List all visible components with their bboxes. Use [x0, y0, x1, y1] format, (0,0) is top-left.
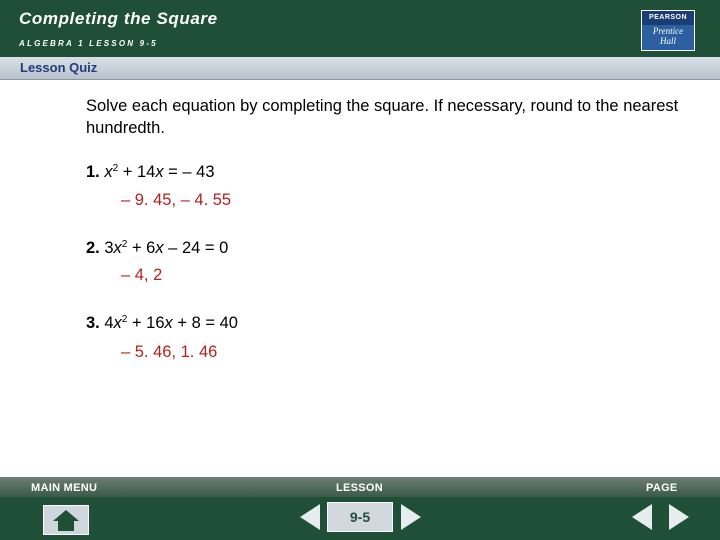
main-menu-label: MAIN MENU [31, 482, 98, 494]
term: – 24 = 0 [163, 239, 229, 257]
exponent: 2 [121, 314, 128, 325]
footer-nav [0, 477, 720, 540]
variable: x [155, 239, 164, 257]
coefficient: 4 [104, 314, 114, 332]
problem-number: 1. [86, 163, 100, 181]
lesson-quiz-label: Lesson Quiz [20, 60, 98, 75]
problem-1 [86, 163, 215, 182]
logo-top-text: PEARSON [642, 11, 694, 25]
next-lesson-button[interactable] [401, 504, 421, 530]
term: = – 43 [163, 163, 215, 181]
variable: x [113, 239, 122, 257]
header-bar [0, 0, 720, 57]
instructions: Solve each equation by completing the square. If necessary, round to the nearest hundredth. [86, 97, 679, 137]
problem-number: 2. [86, 239, 100, 257]
problem-3 [86, 314, 238, 333]
variable: x [113, 314, 122, 332]
home-icon [44, 506, 88, 534]
previous-page-button[interactable] [632, 504, 652, 530]
answer-1: – 9. 45, – 4. 55 [121, 191, 232, 209]
problem-2 [86, 239, 228, 258]
answer-3: – 5. 46, 1. 46 [121, 343, 218, 361]
previous-lesson-button[interactable] [300, 504, 320, 530]
variable: x [155, 163, 164, 181]
exponent: 2 [121, 239, 128, 250]
next-page-button[interactable] [669, 504, 689, 530]
main-menu-home-button[interactable] [43, 505, 89, 535]
term: + 14 [118, 163, 156, 181]
term: + 6 [127, 239, 156, 257]
lesson-quiz-bar [0, 57, 720, 80]
variable: x [164, 314, 173, 332]
coefficient: 3 [104, 239, 114, 257]
variable: x [104, 163, 113, 181]
lesson-subtitle: ALGEBRA 1 LESSON 9-5 [19, 39, 158, 48]
problem-number: 3. [86, 314, 100, 332]
exponent: 2 [112, 163, 119, 174]
lesson-label: LESSON [336, 482, 384, 494]
page-label: PAGE [646, 482, 678, 494]
term: + 8 = 40 [172, 314, 238, 332]
logo-line-2: Hall [659, 36, 676, 46]
publisher-logo [641, 10, 695, 51]
answer-2: – 4, 2 [121, 266, 163, 284]
term: + 16 [127, 314, 165, 332]
lesson-number-box: 9-5 [327, 502, 393, 532]
page-title: Completing the Square [19, 9, 218, 28]
logo-line-1: Prentice [652, 26, 684, 36]
footer-label-strip [0, 477, 720, 497]
